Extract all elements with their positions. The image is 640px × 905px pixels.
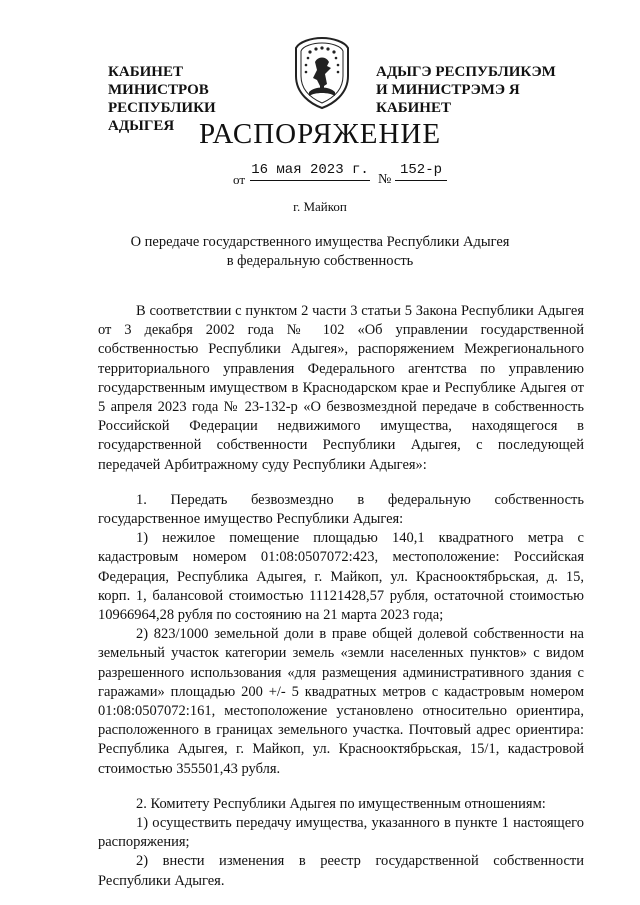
- preamble-paragraph: В соответствии с пунктом 2 части 3 статьи 5 Закона Республики Адыгея от 3 декабря 2002 года № 102 «Об управлении государственной собственностью Республики Адыгея», распоряжением Межрегионального территориального управления Федерального агентства по управлению государственным имуществом в Краснодарском крае и Республике Адыгея от 5 апреля 2023 года № 23-132-р «О безвозмездной передаче в собственность Российской Федерации недвижимого имущества, находящегося в государственной собственности Республики Адыгея, с последующей передачей Арбитражному суду Республики Адыгея»:: [98, 303, 584, 473]
- clause-1: 1. Передать безвозмездно в федеральную собственность государственное имущество Республики Адыгея:: [98, 491, 584, 528]
- issuer-line-2: РЕСПУБЛИКИ АДЫГЕЯ: [108, 100, 216, 134]
- subject-line-2: в федеральную собственность: [226, 253, 414, 269]
- subject-line-1: О передаче государственного имущества Республики Адыгея: [130, 234, 510, 250]
- order-date: 16 мая 2023 г.: [250, 162, 370, 181]
- city-name: г. Майкоп: [293, 199, 347, 214]
- clause-1-item-1: 1) нежилое помещение площадью 140,1 квадратного метра с кадастровым номером 01:08:0507072:423, местоположение: Российская Федерация, Республика Адыгея, г. Майкоп, ул. Краснооктябрьская, д. 15, корп. 1, балансовой стоимостью 11121428,57 рубля, остаточной стоимостью 10966964,28 рубля по состоянию на 21 марта 2023 года;: [98, 530, 584, 624]
- clause-1-item-2: 2) 823/1000 земельной доли в праве общей долевой собственности на земельный участок категории земель «земли населенных пунктов» с видом разрешенного использования «для размещения административного здания с гаражами» площадью 200 +/- 5 квадратных метров с кадастровым номером 01:08:0507072:161, местоположение установлено относительно ориентира, расположенного в границах земельного участка. Почтовый адрес ориентира: Республика Адыгея, г. Майкоп, ул. Краснооктябрьская, 15/1, кадастровой стоимостью 355501,43 рубля.: [98, 626, 584, 777]
- order-date-number: [0, 162, 640, 190]
- clause-2-item-1: 1) осуществить передачу имущества, указанного в пункте 1 настоящего распоряжения;: [98, 815, 584, 851]
- issuer-line-1: КАБИНЕТ МИНИСТРОВ: [108, 64, 209, 98]
- coat-of-arms-icon: [291, 36, 353, 110]
- issuer-name-adyghe: [376, 63, 596, 117]
- clause-2: 2. Комитету Республики Адыгея по имущественным отношениям:: [136, 795, 546, 812]
- number-label: №: [378, 172, 392, 187]
- document-title: РАСПОРЯЖЕНИЕ: [198, 118, 442, 150]
- document-subject: [0, 233, 640, 271]
- document-body: [98, 302, 584, 891]
- issuer-line-1-adyghe: АДЫГЭ РЕСПУБЛИКЭМ: [376, 64, 556, 80]
- clause-2-item-2: 2) внести изменения в реестр государственной собственности Республики Адыгея.: [98, 853, 584, 889]
- order-number: 152-р: [395, 162, 447, 181]
- date-label: от: [233, 172, 246, 187]
- issuer-line-2-adyghe: И МИНИСТРЭМЭ Я КАБИНЕТ: [376, 82, 520, 116]
